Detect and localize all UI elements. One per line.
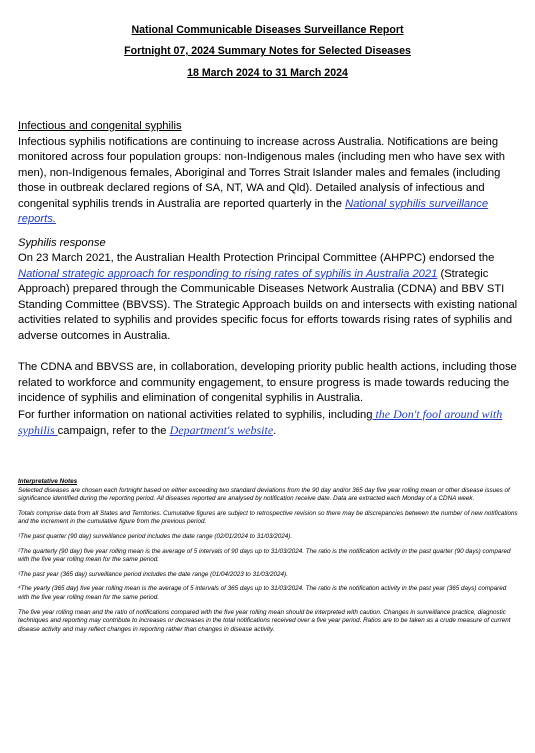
national-strategic-approach-link[interactable]: National strategic approach for responding to rising rates of syphilis in Australia 2021 bbox=[18, 267, 438, 280]
strategic-approach-text-b: (Strategic Approach) prepared through the Communicable Diseases Network Australia (CDNA) and BBV STI Standing Committee (BBVSS). The Strategic Approach builds on and intersects with existing national activities related to syphilis and provides specific focus for efforts towards rising rates of syphilis and adverse outcomes in Australia. bbox=[18, 267, 518, 342]
strategic-approach-text-a: On 23 March 2021, the Australian Health Protection Principal Committee (AHPPC) endorsed the bbox=[18, 252, 495, 264]
section-title: Infectious and congenital syphilis bbox=[18, 120, 182, 132]
note-quarter-mean: ²The quarterly (90 day) five year rolling mean is the average of 5 intervals of 90 days up to 31/03/2024. The ratio is the notification activity in the past quarter (90 days) compared with the five year rolling mean for the same period. bbox=[18, 547, 511, 564]
note-quarter-period: ¹The past quarter (90 day) surveillance period includes the date range (02/01/2024 to 31/03/2024). bbox=[18, 532, 293, 540]
department-website-link[interactable]: Department's website bbox=[169, 423, 274, 437]
paragraph-further-info bbox=[18, 407, 518, 440]
note-selection: Selected diseases are chosen each fortnight based on either exceeding two standard deviations from the 90 day and/or 365 day five year rolling mean or other disease issues of significance identified during the reporting period. All diseases reported are analysed by notification receive date. Data are extracted each Monday of a CDNA week. bbox=[18, 486, 510, 503]
note-totals: Totals comprise data from all States and Territories. Cumulative figures are subject to retrospective revision so there may be discrepancies between the number of new notifications and the increment in the cumulative figure from the previous period. bbox=[18, 509, 518, 526]
report-subtitle: Fortnight 07, 2024 Summary Notes for Selected Diseases bbox=[124, 45, 411, 57]
syphilis-section bbox=[18, 119, 518, 440]
note-year-period: ³The past year (365 day) surveillance period includes the date range (01/04/2023 to 31/03/2024). bbox=[18, 570, 288, 578]
note-caution: The five year rolling mean and the ratio of notifications compared with the five year rolling mean should be interpreted with caution. Changes in surveillance practice, diagnostic techniques and reporting may contribute to increases or decreases in the total notifications received over a five year period. Ratios are to be taken as a crude measure of current disease activity and may reflect changes in reporting rather than changes in disease activity. bbox=[18, 608, 511, 633]
surveillance-reports-link[interactable]: National syphilis surveillance reports. bbox=[18, 197, 489, 225]
paragraph-notifications bbox=[18, 135, 518, 228]
paragraph-notifications-text: Infectious syphilis notifications are continuing to increase across Australia. Notifications are being monitored across four population groups: non-Indigenous males (including men who have sex with men), non-Indigenous females, Aboriginal and Torres Strait Islander males and females (including those in outbreak declared regions of SA, NT, WA and Qld). Detailed analysis of infectious and congenital syphilis trends in Australia are reported quarterly in the bbox=[18, 135, 505, 210]
note-year-mean: ⁴The yearly (365 day) five year rolling mean is the average of 5 intervals of 365 days up to 31/03/2024. The ratio is the notification activity in the past year (365 days) compared with the five year rolling mean for the same period. bbox=[18, 585, 507, 601]
further-info-text-c: . bbox=[273, 425, 277, 437]
notes-title: Interpretative Notes bbox=[18, 478, 78, 485]
dont-fool-around-link[interactable]: the Don't fool around with syphilis bbox=[18, 406, 503, 437]
further-info-text-a: For further information on national activities related to syphilis, including bbox=[18, 408, 373, 421]
further-info-text-b: campaign, refer to the bbox=[57, 425, 170, 437]
report-date-range: 18 March 2024 to 31 March 2024 bbox=[187, 67, 348, 79]
paragraph-strategic-approach bbox=[18, 251, 518, 344]
report-title: National Communicable Diseases Surveillance Report bbox=[131, 24, 404, 36]
interpretative-notes bbox=[18, 478, 518, 640]
paragraph-cdna-bbvss: The CDNA and BBVSS are, in collaboration, developing priority public health actions, including those related to workforce and community engagement, to ensure progress is made towards reducing the incidence of syphilis and elimination of congenital syphilis in Australia. bbox=[18, 361, 517, 404]
response-subtitle: Syphilis response bbox=[18, 236, 106, 249]
